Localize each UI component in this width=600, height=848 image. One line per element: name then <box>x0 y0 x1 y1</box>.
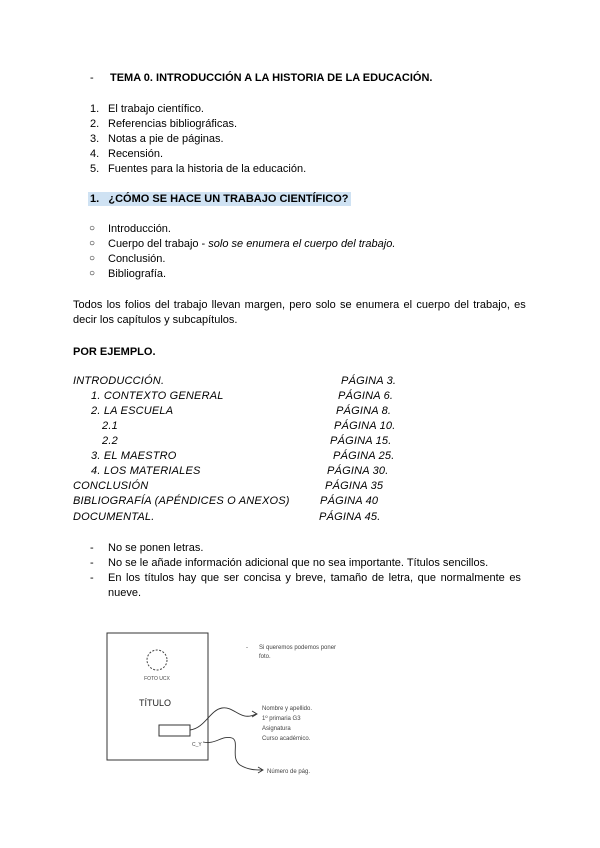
toc-label: 2.2 <box>102 435 118 447</box>
toc-page: PÁGINA 40 <box>320 495 379 507</box>
list-item: Fuentes para la historia de la educación. <box>108 163 307 175</box>
list-item-text: Cuerpo del trabajo - <box>108 238 209 250</box>
list-item: Notas a pie de páginas. <box>108 133 224 145</box>
circle-bullet-icon: ○ <box>89 253 96 264</box>
toc-page: PÁGINA 30. <box>327 465 389 477</box>
rule-item: No se le añade información adicional que no sea importante. Títulos sencillos. <box>108 557 489 569</box>
cover-page-outline <box>107 633 208 760</box>
list-item: Introducción. <box>108 223 171 235</box>
list-item: Recensión. <box>108 148 164 160</box>
rule-bullet: - <box>90 557 94 569</box>
list-item: Conclusión. <box>108 253 166 265</box>
rule-item: En los títulos hay que ser concisa y breve, tamaño de letra, que normalmente es <box>108 572 521 584</box>
circle-bullet-icon: ○ <box>89 238 96 249</box>
list-item: Referencias bibliográficas. <box>108 118 238 130</box>
list-item: Bibliografía. <box>108 268 167 280</box>
toc-label: DOCUMENTAL. <box>73 511 155 523</box>
note-name: Asignatura <box>262 726 291 732</box>
list-item-number: 2. <box>90 118 100 130</box>
example-heading: POR EJEMPLO. <box>73 346 156 358</box>
list-item-number: 5. <box>90 163 100 175</box>
toc-label: 4. LOS MATERIALES <box>91 465 201 477</box>
toc-label: 3. EL MAESTRO <box>91 450 177 462</box>
toc-page: PÁGINA 10. <box>334 420 396 432</box>
toc-page: PÁGINA 15. <box>330 435 392 447</box>
page-title: TEMA 0. INTRODUCCIÓN A LA HISTORIA DE LA EDUCACIÓN. <box>110 72 433 84</box>
list-item: El trabajo científico. <box>108 103 204 115</box>
photo-circle-icon <box>147 650 167 670</box>
photo-label: FOTO UCX <box>144 676 170 682</box>
toc-page: PÁGINA 8. <box>336 405 392 417</box>
circle-bullet-icon: ○ <box>89 268 96 279</box>
note-bullet: - <box>246 645 248 651</box>
toc-label: 2.1 <box>102 420 118 432</box>
list-item-number: 3. <box>90 133 100 145</box>
cover-sketch <box>0 620 600 790</box>
circle-bullet-icon: ○ <box>89 223 96 234</box>
paragraph-line: decir los capítulos y subcapítulos. <box>73 314 238 326</box>
toc-page: PÁGINA 45. <box>319 511 381 523</box>
corner-mark: C_Y <box>192 742 202 748</box>
toc-label: 1. CONTEXTO GENERAL <box>91 390 224 402</box>
toc-label: 2. LA ESCUELA <box>91 405 174 417</box>
connector-arrow <box>190 708 256 730</box>
connector-arrow <box>203 737 262 770</box>
toc-page: PÁGINA 25. <box>333 450 395 462</box>
toc-page: PÁGINA 3. <box>341 375 397 387</box>
rule-item-continuation: nueve. <box>108 587 142 599</box>
toc-page: PÁGINA 6. <box>338 390 394 402</box>
toc-label: CONCLUSIÓN <box>73 480 149 492</box>
note-photo: Si queremos podemos poner <box>259 645 337 651</box>
note-name: Nombre y apellido. <box>262 706 313 712</box>
rule-item: No se ponen letras. <box>108 542 204 554</box>
section-number: 1. <box>90 193 100 205</box>
paragraph-line: Todos los folios del trabajo llevan margen, pero solo se enumera el cuerpo del trabajo, es <box>73 299 526 311</box>
list-item <box>108 238 395 250</box>
note-photo: foto. <box>259 654 271 660</box>
list-item-note: solo se enumera el cuerpo del trabajo. <box>208 238 396 250</box>
note-page-number: Número de pág. <box>267 769 311 775</box>
arrow-head-icon <box>252 711 257 717</box>
rule-bullet: - <box>90 542 94 554</box>
toc-label: BIBLIOGRAFÍA (APÉNDICES O ANEXOS) <box>73 495 290 507</box>
cover-title: TÍTULO <box>138 698 172 708</box>
toc-label: INTRODUCCIÓN. <box>73 375 165 387</box>
list-item-number: 1. <box>90 103 100 115</box>
list-item-number: 4. <box>90 148 100 160</box>
name-box <box>159 725 190 736</box>
toc-page: PÁGINA 35 <box>325 480 384 492</box>
note-name: Curso académico. <box>262 736 311 742</box>
rule-bullet: - <box>90 572 94 584</box>
header-bullet: - <box>90 72 94 84</box>
note-name: 1º primaria G3 <box>262 716 301 722</box>
section-title: ¿CÓMO SE HACE UN TRABAJO CIENTÍFICO? <box>108 193 349 205</box>
section-heading <box>88 192 351 206</box>
